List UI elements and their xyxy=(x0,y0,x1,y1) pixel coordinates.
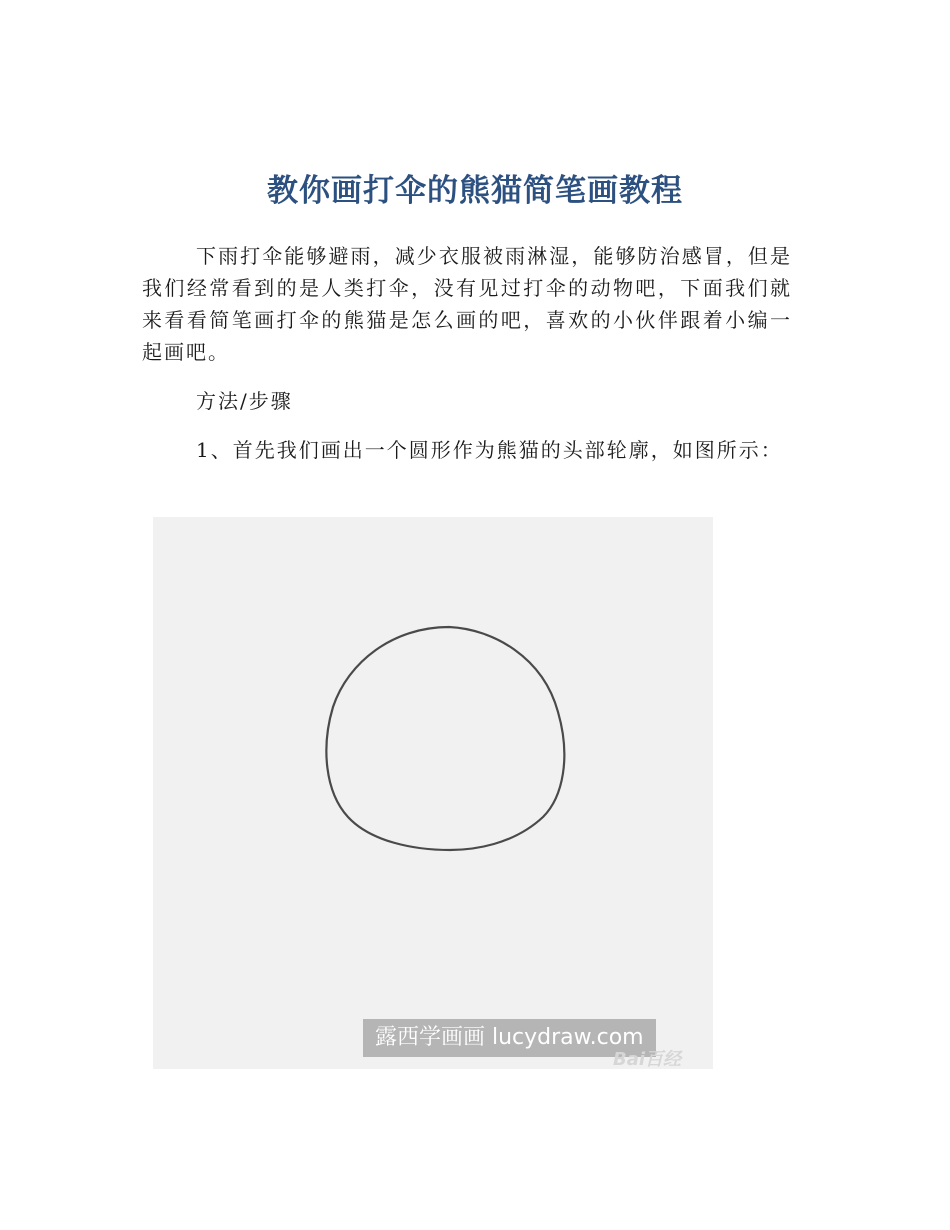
baidu-watermark: Bai百经 xyxy=(613,1049,682,1069)
article-body xyxy=(142,240,812,483)
method-heading: 方法/步骤 xyxy=(196,389,293,413)
step-1-paragraph: 1、首先我们画出一个圆形作为熊猫的头部轮廓，如图所示： xyxy=(196,438,783,462)
page-title: 教你画打伞的熊猫简笔画教程 xyxy=(267,172,683,209)
watermark: 露西学画画 lucydraw.com xyxy=(363,1019,656,1057)
intro-paragraph: 下雨打伞能够避雨，减少衣服被雨淋湿，能够防治感冒，但是我们经常看到的是人类打伞，没有见过打伞的动物吧，下面我们就来看看简笔画打伞的熊猫是怎么画的吧，喜欢的小伙伴跟着小编一起画吧。 xyxy=(142,244,792,364)
step-1-image xyxy=(153,517,713,1069)
head-outline-drawing xyxy=(153,517,713,1069)
panda-head-circle xyxy=(326,627,564,850)
